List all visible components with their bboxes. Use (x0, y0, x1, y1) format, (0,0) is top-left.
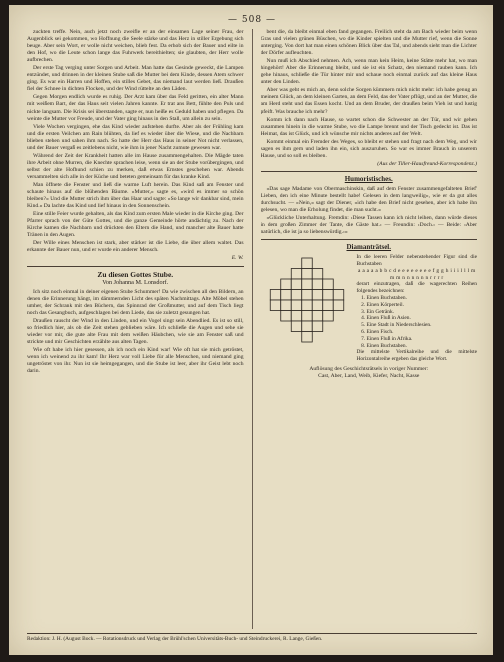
puzzle-list (357, 295, 478, 349)
solution-title: Auflösung des Geschichtsrätsels in voriger Nummer: (309, 365, 429, 372)
puzzle-cell (301, 321, 312, 332)
left-paragraph: Eine stille Feier wurde gehalten, als das Kind zum ersten Male wieder in die Kirche ging. Der Pfarrer sprach von der Güte Gottes, und die ganze Gemeinde hörte andächtig zu. Nach der Kirche kamen die Nachbarn und drückten den Eltern die Hand, und mancher alte Bauer hatte Tränen in den Augen. (27, 211, 244, 239)
story-author: Von Johanna M. Lonsdorf. (102, 278, 169, 286)
puzzle-cell (291, 290, 302, 301)
puzzle-cell (280, 300, 291, 311)
puzzle-cell (301, 332, 312, 343)
puzzle-item: 7. Einen Fluß in Afrika. (367, 336, 478, 343)
puzzle-item: 2. Einen Körperteil. (367, 302, 478, 309)
puzzle-item: 1. Einen Buchstaben. (367, 295, 478, 302)
puzzle-cell (280, 279, 291, 290)
columns (27, 29, 477, 629)
imprint-footer: Redaktion: J. H. (August Bock. — Rotationsdruck und Verlag der Brühl'schen Universitäts-Buch- und Steindruckerei, R. Lange, Gießen. (27, 633, 477, 646)
solution-text: Cast, Aber, Land, Weib, Kiefer, Nacht, Kasse (318, 373, 420, 380)
puzzle-cell (291, 300, 302, 311)
page-number: — 508 — (228, 15, 276, 25)
puzzle-desc: derart einzutragen, daß die wagerechten Reihen folgendes bezeichnen: (356, 281, 477, 295)
humor-title: Humoristisches. (344, 174, 393, 183)
puzzle-title: Diamanträtsel. (346, 243, 392, 252)
humor-paragraph: »Das sage Madame von Obermaschinskin, daß auf dem Fenster zusammengefalteten Brief' Lieben, den ich eine Minute bestellt habe! Gelesen in dem langweilig«, wie er da gut alles durchsucht. — »Nein,« sagt der Diener, »ich habe den Brief nicht gesehen, aber ich habe ihn gelesen, wo man die Erholung findet, die man sucht.« (260, 185, 477, 214)
puzzle-cell (291, 311, 302, 322)
left-paragraph: Der erste Tag verging unter Sorgen und Arbeit. Man hatte das Gesinde geweckt, die Lampen entzündet, und drinnen in der kleinen Stube saß die Mutter bei dem Kinde, dessen Atem schwer ging. Es war ein Harren und Hoffen, ein stilles Gebet, das niemand laut werden ließ. Draußen fiel der Schnee in dichten Flocken, und der Wind rüttelte an den Läden. (27, 65, 244, 93)
puzzle-cell (322, 300, 333, 311)
puzzle-item: 5. Eine Stadt in Niederschlesien. (367, 322, 478, 329)
puzzle-cell (291, 279, 302, 290)
story-paragraph: Ich sitz noch einmal in deiner eigenen Stube Schummer! Da wie zwischen all den Bildern, an denen die Erinnerung hängt, im dämmernden Licht des späten Nachmittags. Alte Möbel stehen umher, der Schrank mit den Büchern, das Spinnrad der Großmutter, und auf dem Tisch liegt noch das Gesangbuch, aufgeschlagen bei dem Liede, das sie zuletzt gesungen hat. (27, 288, 244, 316)
story-paragraph: Draußen rauscht der Wind in den Linden, und ein Vogel singt sein Abendlied. Es ist so still, so friedlich hier, als ob die Zeit stehen geblieben wäre. Ich schließe die Augen und sehe sie wieder vor mir, die gute alte Frau mit dem weißen Häubchen, wie sie am Fenster saß und strickte und mir Geschichten erzählte aus alten Tagen. (27, 317, 244, 345)
puzzle-cell (301, 269, 312, 280)
right-paragraph: Komm ich dann nach Hause, so wartet schon die Schwester an der Tür, und wir gehen zusammen hinein in die warme Stube, wo die Lampe brennt und der Tisch gedeckt ist. Das ist Heimat, das ist Glück, und ich wünsche mir nichts anderes auf der Welt. (260, 116, 477, 137)
puzzle-cell (301, 300, 312, 311)
puzzle-cell (280, 290, 291, 301)
puzzle-outro: Die mittelste Vertikalreihe und die mittelste Horizontalreihe ergeben das gleiche Wort. (356, 349, 477, 363)
puzzle-cell (322, 290, 333, 301)
section-divider (261, 239, 478, 240)
story-paragraph: Wie oft habe ich hier gesessen, als ich noch ein Kind war! Wie oft hat sie mich getröstet, wenn ich weinend zu ihr kam! Ihr Herz war voll Liebe für alle Menschen, und niemand ging ungetröstet von ihr. Nun ist sie heimgegangen, und die Stube ist leer, aber ihr Geist lebt noch darin. (27, 346, 244, 375)
right-paragraph: Kommt einmal ein Fremder des Weges, so bleibt er stehen und fragt nach dem Weg, und wir sagen es ihm gern und laden ihn ein, sich auszuruhen. So war es immer Brauch in unserem Hause, und so soll es bleiben. (260, 138, 477, 159)
puzzle-cell (312, 300, 323, 311)
puzzle-cell (280, 311, 291, 322)
left-paragraph: Viele Wochen vergingen, ehe das Kind wieder aufstehen durfte. Aber als der Frühling kam und die ersten Veilchen am Rain blühten, da lief es wieder über die Wiese, und die Nachbarn blieben stehen und sahen ihm nach. So hatte der Herr das Haus in seiner Not nicht verlassen, und der Bauer vergaß es zeitlebens nicht, wie ihm in jener Nacht zumute gewesen war. (27, 123, 244, 151)
column-divider (252, 29, 253, 629)
puzzle-cell (322, 311, 333, 322)
left-paragraph: Der Wille eines Menschen ist stark, aber stärker ist die Liebe, die über allem waltet. Das erkannte der Bauer nun, und er wurde ein anderer Mensch. (27, 240, 244, 254)
puzzle-cell (270, 290, 281, 301)
puzzle-cell (312, 321, 323, 332)
puzzle-item: 4. Einen Fluß in Asien. (367, 315, 478, 322)
puzzle-cell (333, 290, 344, 301)
left-paragraph: zuckten treffe. Nein, auch jetzt noch zweifle er an der einsamen Lage seiner Frau, der Augenblick sei gekommen, wo Hoffnung die Seele stärke und das Herz in stiller Ergebung sich beuge. Aber sein Wort, er wolle nicht weichen, blieb fest. Da erhob sich der Bauer und eilte in den Hof, wo die Leute schon lange das Fuhrwerk bereithielten; sie glaubten, der Herr wolle aufbrechen. (27, 29, 244, 64)
puzzle-cell (291, 269, 302, 280)
left-paragraph: Man öffnete die Fenster und ließ die warme Luft herein. Das Kind saß am Fenster und schaute hinaus auf die blühenden Bäume. »Mutter,« sagte es, »wird es immer so schön bleiben?« Und die Mutter strich ihm über das Haar und sagte: »So lange wir dankbar sind, mein Kind.« Da lachte das Kind und lief hinaus in den Sonnenschein. (27, 181, 244, 210)
right-column (261, 29, 478, 629)
puzzle-item: 6. Einen Fisch. (367, 329, 478, 336)
right-signature: (Aus der Tiller-Hausfreund-Korrespondenz.) (377, 160, 477, 167)
right-paragraph: bent die, da bleibt einmal eben fand gegangen. Freilich steht da am Bach wieder beim wenn Gras und vielen grünen Büschen, wo die Kinder spielten und die Mutter rief, wenn die Sonne unterging. Von dort hat man einen schönen Blick über das Tal, und abends sieht man die Lichter der Dörfer aufleuchten. (260, 29, 477, 57)
puzzle-text (357, 254, 478, 363)
puzzle-cell (291, 321, 302, 332)
puzzle-cell (301, 279, 312, 290)
puzzle-cell (312, 279, 323, 290)
puzzle-item: 3. Ein Getränk. (367, 309, 478, 316)
puzzle-intro: In die leeren Felder nebenstehender Figur sind die Buchstaben (356, 254, 477, 268)
story-title: Zu diesen Gottes Stube. (97, 269, 174, 279)
left-column (27, 29, 244, 629)
puzzle-cell (301, 311, 312, 322)
left-paragraph: Gegen Morgen endlich wurde es ruhig. Der Arzt kam über das Feld geritten, ein alter Mann mit weißem Bart, der das Haus seit vielen Jahren kannte. Er trat ans Bett, fühlte den Puls und nickte langsam. Die Krisis sei überstanden, sagte er, nun heiße es Geduld haben und pflegen. Da weinte die Mutter vor Freude, und der Vater ging hinaus in den Stall, um allein zu sein. (27, 94, 244, 122)
puzzle-cell (301, 258, 312, 269)
right-paragraph: Nun muß ich Abschied nehmen. Ach, wenn man kein Heim, keine Stätte mehr hat, wo man hingehört! Aber die Erinnerung bleibt, und sie ist ein Schatz, den niemand rauben kann. Ich gehe hinaus, schließe die Tür hinter mir und schaue noch einmal zurück auf das kleine Haus unter den Linden. (260, 58, 477, 86)
puzzle-cell (333, 300, 344, 311)
puzzle-block (261, 254, 478, 363)
puzzle-cell (301, 290, 312, 301)
puzzle-cell (312, 311, 323, 322)
left-signature: E. W. (231, 255, 244, 262)
newspaper-page (9, 5, 493, 655)
puzzle-cell (270, 300, 281, 311)
puzzle-cell (312, 269, 323, 280)
section-divider (27, 266, 244, 267)
puzzle-item: 8. Einen Buchstaben. (367, 343, 478, 350)
humor-paragraph: »Glückliche Unterhaltung. Fremdin: ›Diese Tassen kann ich nicht leihen, dann würde dieses in dem großen Zimmer der Tante, die Gäste hat.‹ — Freundin: ›Doch.‹ — Beide: ›Aber natürlich, die ist ja so liebenswürdig.‹« (260, 215, 477, 236)
diamond-puzzle-grid (261, 254, 353, 346)
puzzle-cell (312, 290, 323, 301)
puzzle-cell (322, 279, 333, 290)
puzzle-letters: a a a a a b b c d e e e e e e e e f g g h i i i l l l m m m n n n n n n r r r r (357, 267, 476, 281)
section-divider (261, 171, 478, 172)
left-paragraph: Während der Zeit der Krankheit hatten alle im Hause zusammengehalten. Die Mägde taten ihre Arbeit ohne Murren, die Knechte sprachen leise, wenn sie an der Stube vorübergingen, und selbst der alte Hofhund schien zu merken, daß etwas Ernstes geschehen war. Abends versammelten sich alle in der Küche und beteten gemeinsam für das kranke Kind. (27, 152, 244, 180)
right-paragraph: Aber was geht es mich an, denn solche Sorgen kümmern mich nicht mehr: ich habe genug an meinem Glück, an dem kleinen Garten, an dem Feld, das der Vater pflügt, und an der Mutter, die am Herd steht und das Essen kocht. Und an dem Bruder, der draußen beim Vieh ist und lustig pfeift. Was brauche ich mehr? (260, 87, 477, 115)
